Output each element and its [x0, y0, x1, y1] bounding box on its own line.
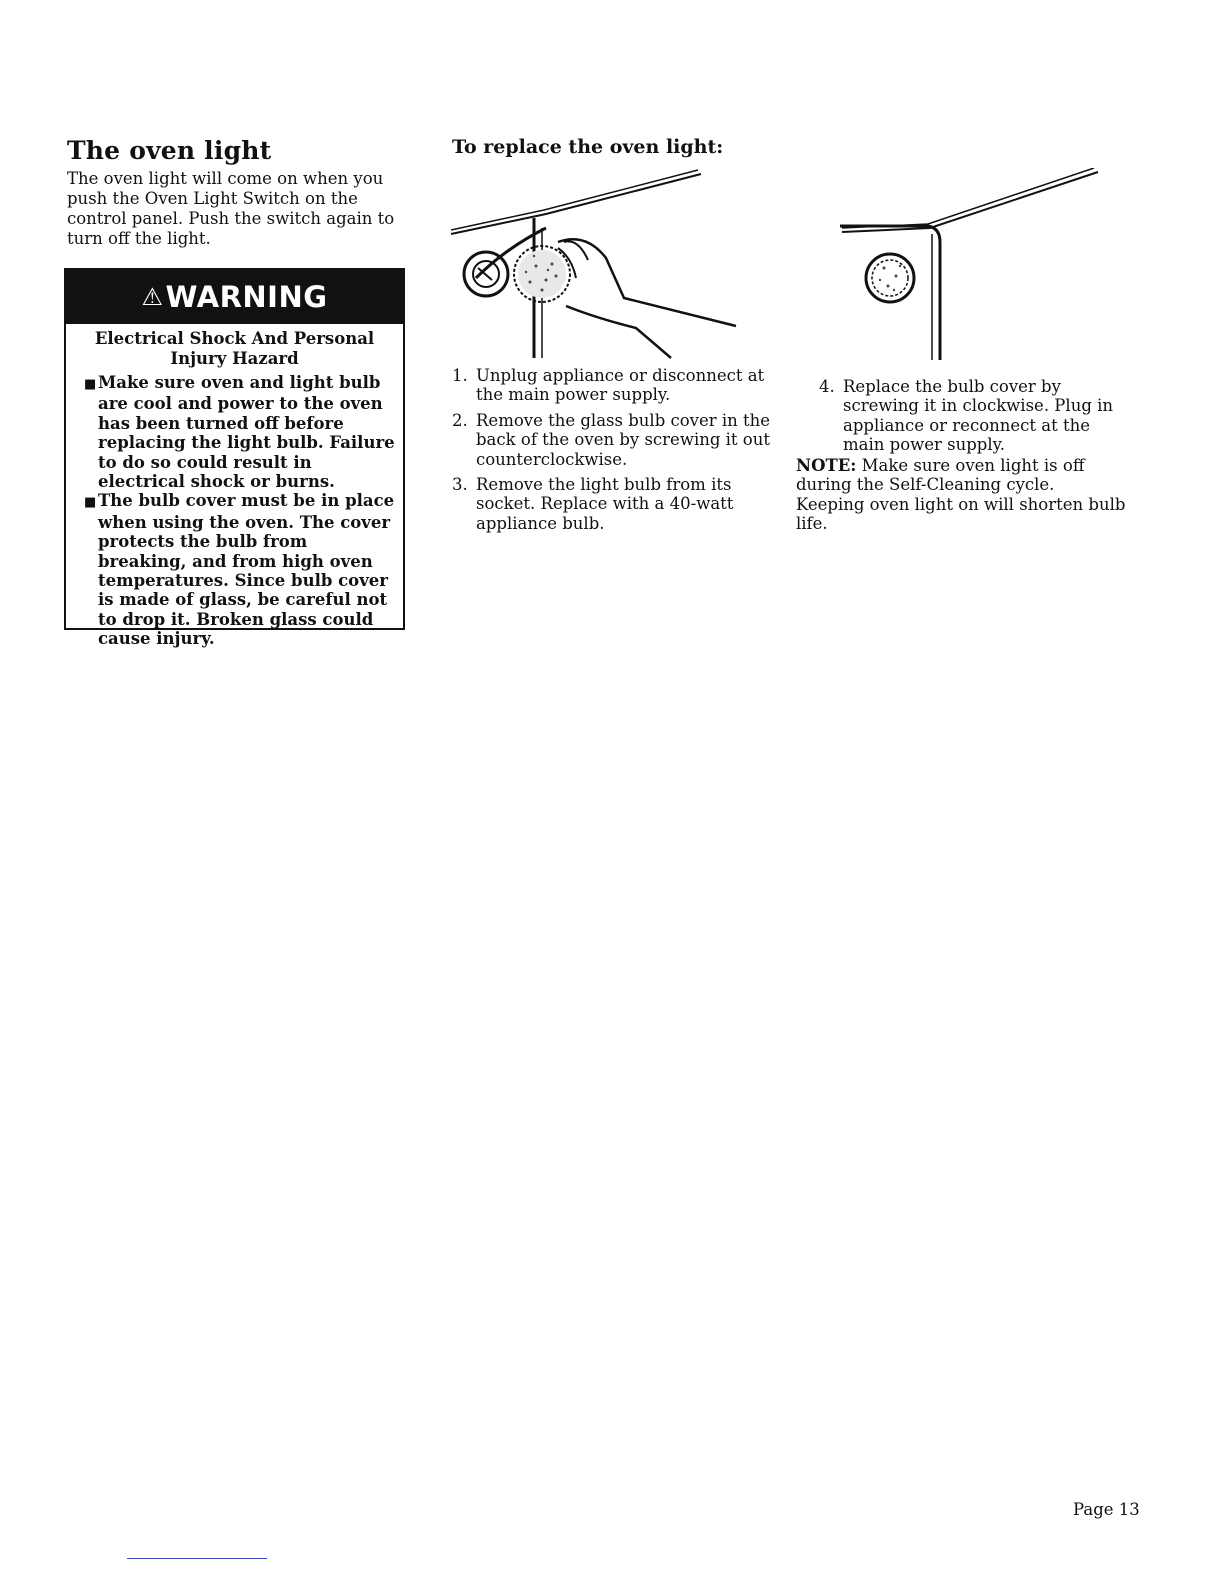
intro-paragraph: The oven light will come on when you push the Oven Light Switch on the control panel. Push the switch again to turn off the light. [67, 169, 395, 248]
replace-title: To replace the oven light: [452, 136, 724, 158]
warning-header [66, 270, 403, 324]
bullet-icon: ■ [84, 377, 97, 392]
warning-item: ■ The bulb cover must be in place when using the oven. The cover protects the bulb from breaking, and from high oven temperatures. Since bulb cover is made of glass, be careful not to drop it. Broken glass could cause injury. [84, 491, 395, 649]
remove-bulb-illustration [446, 168, 746, 368]
bullet-icon: ■ [84, 495, 97, 511]
step-item: 3. Remove the light bulb from its socket. Replace with a 40-watt appliance bulb. [452, 475, 734, 533]
warning-box [64, 268, 405, 649]
page-title: The oven light [67, 136, 272, 165]
page-number: Page 13 [1073, 1500, 1140, 1519]
replace-cover-illustration [840, 168, 1110, 368]
step-item: 4. Replace the bulb cover by screwing it in clockwise. Plug in appliance or reconnect at the main power supply. [819, 377, 1114, 455]
warning-triangle-icon: ⚠ [141, 283, 164, 311]
hazard-title: Electrical Shock And Personal Injury Hazard [94, 329, 375, 368]
steps-list-a [452, 366, 782, 539]
note-text: Make sure oven light is off during the Self-Cleaning cycle. Keeping oven light on will shorten bulb life. [796, 456, 1126, 534]
steps-list-b [819, 377, 1135, 461]
warning-item: ■ Make sure oven and light bulb are cool and power to the oven has been turned off before replacing the light bulb. Failure to do so could result in electrical shock or burns. [84, 373, 395, 492]
warning-label: WARNING [165, 280, 328, 314]
footer-rule [127, 1558, 267, 1559]
warning-list [66, 373, 403, 649]
note-label: NOTE: [796, 456, 857, 475]
step-item: 2. Remove the glass bulb cover in the back of the oven by screwing it out counterclockwise. [452, 410, 771, 469]
note-paragraph [796, 456, 1126, 534]
step-item: 1. Unplug appliance or disconnect at the main power supply. [452, 366, 765, 405]
